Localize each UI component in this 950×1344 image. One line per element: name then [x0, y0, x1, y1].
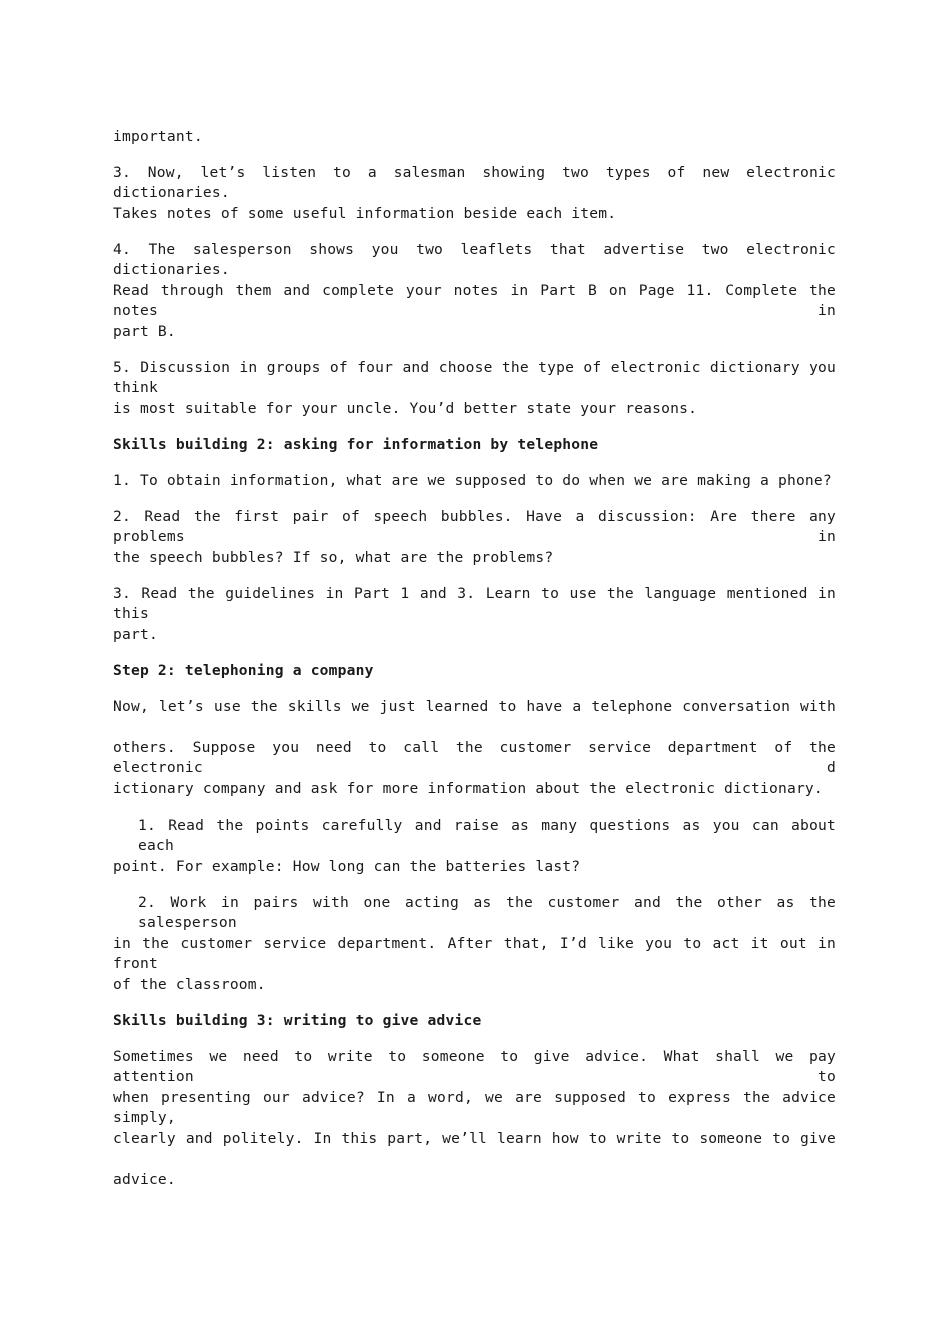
- paragraph-line: Sometimes we need to write to someone to give advice. What shall we pay attention to: [113, 1048, 836, 1085]
- paragraph-line: is most suitable for your uncle. You’d better state your reasons.: [113, 400, 698, 417]
- section-heading: Skills building 3: writing to give advice: [113, 1012, 482, 1029]
- paragraph-line: ictionary company and ask for more information about the electronic dictionary.: [113, 780, 823, 797]
- paragraph-line: others. Suppose you need to call the customer service department of the electronic d: [113, 739, 836, 776]
- paragraph-line: 5. Discussion in groups of four and choose the type of electronic dictionary you think: [113, 359, 836, 396]
- paragraph-line: when presenting our advice? In a word, we are supposed to express the advice simply,: [113, 1089, 836, 1126]
- paragraph-line: the speech bubbles? If so, what are the problems?: [113, 549, 554, 566]
- paragraph-line: Takes notes of some useful information beside each item.: [113, 205, 617, 222]
- paragraph-line: 3. Read the guidelines in Part 1 and 3. Learn to use the language mentioned in this: [113, 585, 836, 622]
- paragraph-line: clearly and politely. In this part, we’ll learn how to write to someone to give: [113, 1130, 836, 1147]
- paragraph-line: 2. Work in pairs with one acting as the customer and the other as the salesperson: [138, 894, 836, 931]
- paragraph-line: 1. Read the points carefully and raise as many questions as you can about each: [138, 817, 836, 854]
- paragraph-line: part.: [113, 626, 158, 643]
- paragraph-line: of the classroom.: [113, 976, 266, 993]
- paragraph-line: advice.: [113, 1171, 176, 1188]
- paragraph-line: 4. The salesperson shows you two leaflets that advertise two electronic dictionaries.: [113, 241, 836, 278]
- paragraph-line: Now, let’s use the skills we just learned to have a telephone conversation with: [113, 698, 836, 715]
- section-heading: Skills building 2: asking for information by telephone: [113, 436, 599, 453]
- paragraph-line: part B.: [113, 323, 176, 340]
- paragraph-line: 3. Now, let’s listen to a salesman showing two types of new electronic dictionaries.: [113, 164, 836, 201]
- paragraph-line: important.: [113, 128, 203, 145]
- paragraph-line: Read through them and complete your notes in Part B on Page 11. Complete the notes in: [113, 282, 836, 319]
- paragraph-line: point. For example: How long can the batteries last?: [113, 858, 581, 875]
- section-heading: Step 2: telephoning a company: [113, 662, 374, 679]
- paragraph-line: 2. Read the first pair of speech bubbles. Have a discussion: Are there any problems in: [113, 508, 836, 545]
- paragraph-line: 1. To obtain information, what are we supposed to do when we are making a phone?: [113, 472, 832, 489]
- paragraph-line: in the customer service department. After that, I’d like you to act it out in front: [113, 935, 836, 972]
